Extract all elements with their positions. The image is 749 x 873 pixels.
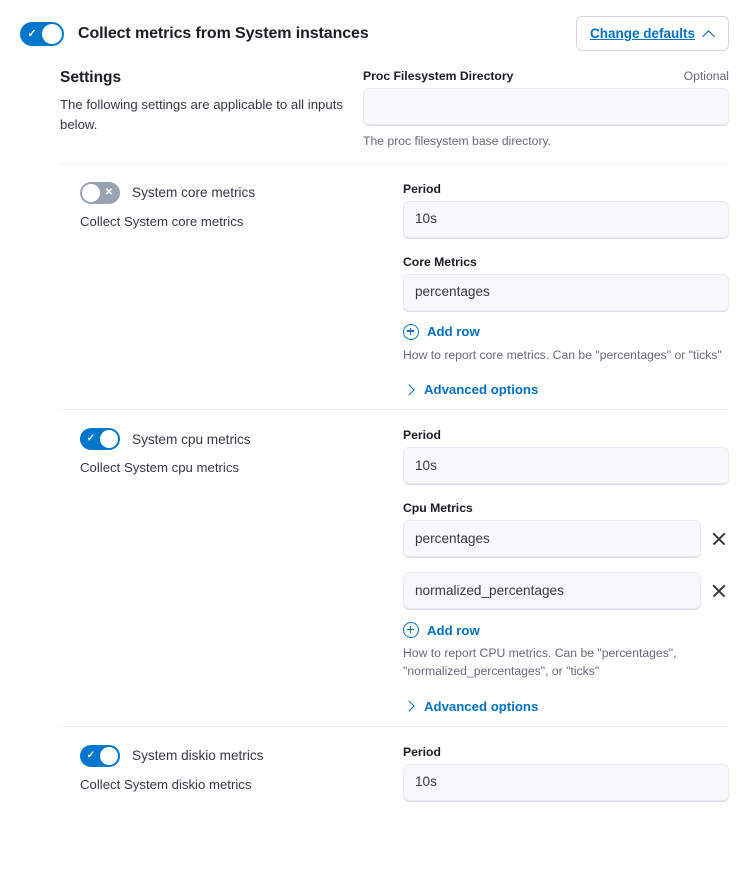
diskio-toggle-line [80, 745, 385, 767]
settings-fields-col [345, 69, 729, 151]
system-diskio-metrics-label: System diskio metrics [132, 748, 264, 764]
cpu-metrics-row-0-input[interactable] [403, 520, 701, 558]
toggle-knob [42, 24, 62, 44]
proc-dir-optional-tag: Optional [683, 69, 729, 83]
system-core-metrics-label: System core metrics [132, 185, 256, 201]
toggle-knob [100, 430, 118, 448]
system-core-metrics-sublabel: Collect System core metrics [80, 213, 244, 229]
proc-dir-label-row [363, 69, 729, 83]
toggle-knob [100, 747, 118, 765]
cpu-period-input[interactable] [403, 447, 729, 485]
section-cpu-left [60, 428, 385, 713]
page-header [0, 0, 749, 63]
section-system-core-metrics [60, 163, 729, 398]
cpu-metrics-help: How to report CPU metrics. Can be "percentages", "normalized_percentages", or "ticks" [403, 646, 677, 679]
plus-circle-icon [403, 622, 419, 638]
core-metrics-help: How to report core metrics. Can be "percentages" or "ticks" [403, 347, 722, 362]
section-system-cpu-metrics [60, 409, 729, 713]
check-icon: ✓ [86, 749, 96, 761]
change-defaults-button[interactable] [576, 16, 729, 51]
proc-dir-label: Proc Filesystem Directory [363, 69, 514, 83]
collect-metrics-toggle[interactable] [20, 22, 64, 46]
check-icon: ✓ [86, 433, 96, 445]
system-cpu-metrics-sublabel: Collect System cpu metrics [80, 460, 240, 476]
section-system-diskio-metrics [60, 726, 729, 802]
cpu-metrics-row-1-remove-icon[interactable] [709, 581, 729, 601]
change-defaults-label: Change defaults [589, 26, 695, 41]
settings-heading: Settings [60, 69, 122, 86]
core-period-input[interactable] [403, 201, 729, 239]
toggle-knob [82, 184, 100, 202]
cpu-metrics-label: Cpu Metrics [403, 501, 473, 516]
section-core-right [385, 182, 729, 398]
section-diskio-right [385, 745, 729, 802]
settings-description: The following settings are applicable to all inputs below. [60, 97, 343, 133]
proc-dir-input[interactable] [363, 88, 729, 126]
system-diskio-metrics-toggle[interactable] [80, 745, 120, 767]
plus-circle-icon [403, 324, 419, 340]
cpu-period-label: Period [403, 428, 441, 443]
core-advanced-options-button[interactable] [403, 382, 729, 397]
core-metrics-add-row-button[interactable] [403, 324, 729, 340]
cpu-advanced-options-label: Advanced options [424, 698, 539, 714]
settings-row [20, 63, 729, 151]
core-metrics-add-row-label: Add row [427, 324, 480, 340]
cpu-metrics-row-1-input[interactable] [403, 572, 701, 610]
cpu-metrics-row-0-remove-icon[interactable] [709, 529, 729, 549]
core-toggle-line [80, 182, 385, 204]
section-cpu-right [385, 428, 729, 713]
cpu-metrics-row-1 [403, 572, 729, 610]
cpu-metrics-add-row-button[interactable] [403, 622, 729, 638]
cpu-metrics-row-0 [403, 520, 729, 558]
diskio-period-label: Period [403, 744, 441, 759]
proc-dir-help: The proc filesystem base directory. [363, 134, 552, 148]
chevron-up-icon [703, 28, 715, 40]
core-metrics-label: Core Metrics [403, 254, 477, 269]
settings-description-col [20, 69, 345, 151]
cpu-advanced-options-button[interactable] [403, 699, 729, 714]
section-core-left [60, 182, 385, 398]
cpu-metrics-add-row-label: Add row [427, 622, 480, 638]
page-title: Collect metrics from System instances [78, 24, 369, 42]
system-cpu-metrics-label: System cpu metrics [132, 431, 251, 447]
system-cpu-metrics-toggle[interactable] [80, 428, 120, 450]
system-core-metrics-toggle[interactable] [80, 182, 120, 204]
section-diskio-left [60, 745, 385, 802]
cpu-toggle-line [80, 428, 385, 450]
system-diskio-metrics-sublabel: Collect System diskio metrics [80, 776, 252, 792]
core-advanced-options-label: Advanced options [424, 382, 539, 398]
chevron-right-icon [403, 700, 415, 712]
close-icon: ✕ [104, 186, 114, 198]
diskio-period-input[interactable] [403, 764, 729, 802]
core-period-label: Period [403, 181, 441, 196]
core-metrics-row-0-input[interactable] [403, 274, 729, 312]
check-icon: ✓ [27, 27, 37, 40]
chevron-right-icon [403, 384, 415, 396]
settings-content [0, 63, 749, 802]
